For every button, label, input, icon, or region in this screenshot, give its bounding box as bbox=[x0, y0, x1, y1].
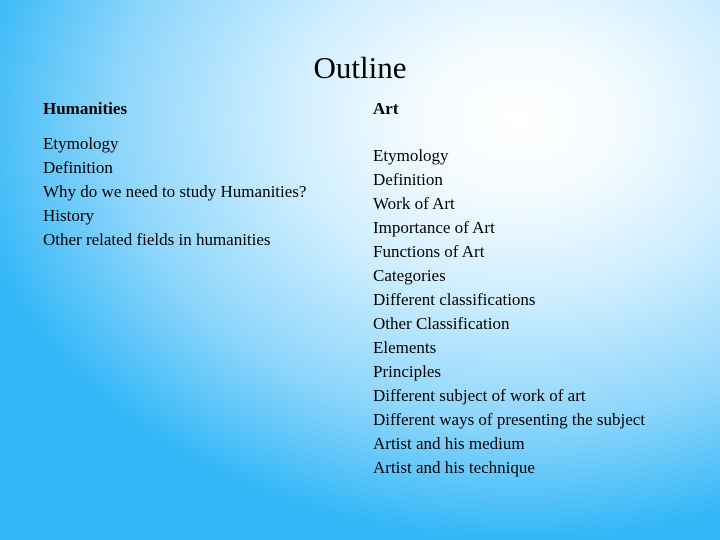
list-item: Etymology bbox=[373, 146, 449, 165]
list-item: Elements bbox=[373, 338, 437, 357]
list-item: Definition bbox=[373, 170, 443, 189]
art-column bbox=[373, 98, 663, 482]
list-item: Artist and his technique bbox=[373, 458, 535, 477]
list-item: Different subject of work of art bbox=[373, 386, 586, 405]
humanities-column bbox=[43, 98, 343, 254]
list-item: Other related fields in humanities bbox=[43, 230, 271, 249]
list-item: Other Classification bbox=[373, 314, 510, 333]
humanities-heading: Humanities bbox=[43, 99, 128, 118]
list-item: Categories bbox=[373, 266, 446, 285]
list-item: Why do we need to study Humanities? bbox=[43, 182, 307, 201]
list-item: Principles bbox=[373, 362, 441, 381]
art-heading: Art bbox=[373, 99, 399, 118]
list-item: Functions of Art bbox=[373, 242, 485, 261]
list-item: Importance of Art bbox=[373, 218, 495, 237]
list-item: Work of Art bbox=[373, 194, 455, 213]
list-item: Etymology bbox=[43, 134, 119, 153]
list-item: Different ways of presenting the subject bbox=[373, 410, 646, 429]
list-item: Artist and his medium bbox=[373, 434, 525, 453]
list-item: Definition bbox=[43, 158, 113, 177]
art-list bbox=[373, 146, 663, 477]
slide-title: Outline bbox=[313, 50, 407, 85]
list-item: History bbox=[43, 206, 94, 225]
humanities-list bbox=[43, 134, 343, 249]
list-item: Different classifications bbox=[373, 290, 536, 309]
